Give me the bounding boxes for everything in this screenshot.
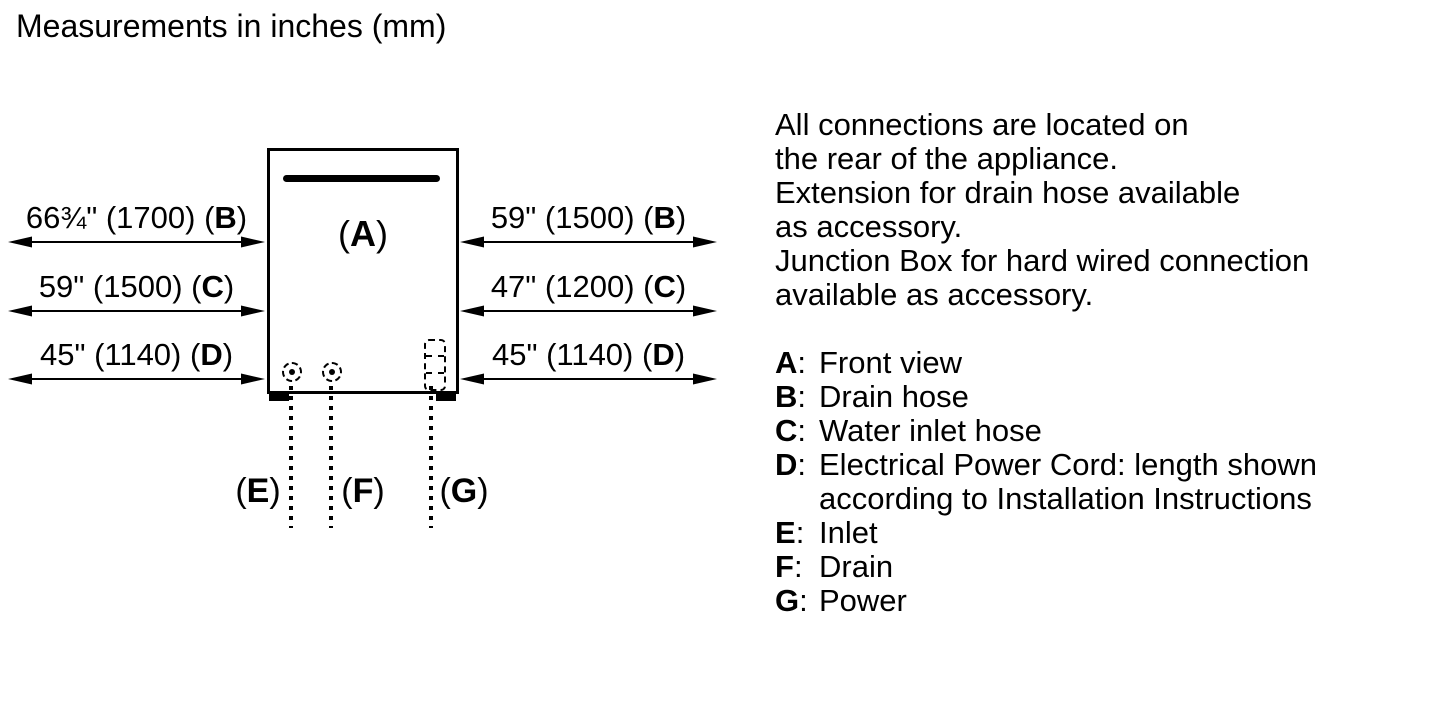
legend-description-line: Electrical Power Cord: length shown — [819, 447, 1317, 482]
left-dimension-label-b — [8, 200, 265, 236]
right-arrowhead — [241, 374, 265, 385]
legend-letter — [775, 346, 819, 380]
double-arrow — [460, 234, 717, 250]
dimension-value: 59" (1500) ( — [38, 269, 202, 304]
legend-description-line: according to Installation Instructions — [819, 481, 1312, 516]
appliance-handle — [283, 175, 440, 182]
legend-item-e — [775, 516, 1400, 550]
legend-description — [819, 516, 1400, 550]
dimension-letter: B — [214, 200, 237, 235]
legend-description — [819, 380, 1400, 414]
left-dimension-label-d — [8, 337, 265, 373]
right-arrowhead — [693, 237, 717, 248]
double-arrow — [8, 234, 265, 250]
label-letter: G — [450, 472, 478, 510]
legend-item-c — [775, 414, 1400, 448]
left-arrowhead — [8, 306, 32, 317]
dimension-suffix: ) — [223, 269, 235, 304]
legend-description-line: Water inlet hose — [819, 413, 1042, 448]
appliance-left-foot — [269, 393, 289, 401]
dimension-letter: C — [201, 269, 224, 304]
right-dimension-label-b — [460, 200, 717, 236]
legend-item-f — [775, 550, 1400, 584]
right-arrowhead — [693, 306, 717, 317]
legend-description-line: Power — [819, 583, 907, 618]
right-dimension-label-d — [460, 337, 717, 373]
notes-line: Junction Box for hard wired connection — [775, 243, 1310, 278]
dimension-suffix: ) — [236, 200, 248, 235]
right-arrowhead — [241, 306, 265, 317]
double-arrow — [460, 303, 717, 319]
label-prefix: ( — [235, 472, 247, 510]
legend-separator: : — [795, 515, 805, 550]
legend-description — [819, 584, 1400, 618]
label-prefix: ( — [439, 472, 451, 510]
legend-letter — [775, 380, 819, 414]
inlet-connection-icon — [282, 362, 302, 382]
dimension-value: 45" (1140) ( — [39, 337, 201, 372]
legend-separator: : — [797, 379, 807, 414]
legend-separator: : — [793, 549, 803, 584]
legend — [775, 346, 1400, 618]
power-terminal-segment — [426, 372, 444, 374]
drain-connection-icon — [322, 362, 342, 382]
legend-letter-text: B — [775, 379, 798, 414]
drain-center-dot — [329, 369, 335, 375]
legend-description — [819, 346, 1400, 380]
appliance-right-foot — [436, 393, 456, 401]
legend-letter — [775, 550, 819, 584]
left-arrowhead — [460, 374, 484, 385]
dimension-letter: D — [652, 337, 675, 372]
legend-item-d — [775, 448, 1400, 516]
dimension-suffix: ) — [675, 269, 687, 304]
notes-line: the rear of the appliance. — [775, 141, 1118, 176]
legend-description — [819, 414, 1400, 448]
power-terminal-segment — [426, 355, 444, 357]
dimension-suffix: ) — [675, 200, 687, 235]
legend-item-a — [775, 346, 1400, 380]
legend-letter — [775, 448, 819, 482]
legend-letter — [775, 584, 819, 618]
front-view-label — [267, 214, 459, 254]
label-suffix: ) — [373, 472, 385, 510]
notes-line: available as accessory. — [775, 277, 1094, 312]
right-dimension-label-c — [460, 269, 717, 305]
label-prefix: ( — [341, 472, 353, 510]
legend-description-line: Inlet — [819, 515, 878, 550]
legend-letter-text: A — [775, 345, 798, 380]
double-arrow — [8, 371, 265, 387]
left-dimension-label-c — [8, 269, 265, 305]
legend-letter-text: C — [775, 413, 798, 448]
right-arrowhead — [241, 237, 265, 248]
legend-letter — [775, 414, 819, 448]
power-connection-icon — [424, 339, 446, 391]
double-arrow — [8, 303, 265, 319]
legend-item-b — [775, 380, 1400, 414]
dimension-value: 66¾" (1700) ( — [25, 200, 215, 235]
legend-item-g — [775, 584, 1400, 618]
legend-description-line: Drain — [819, 549, 894, 584]
dimension-value: 45" (1140) ( — [491, 337, 653, 372]
legend-description-line: Front view — [819, 345, 962, 380]
inlet-label — [222, 472, 294, 510]
dimension-suffix: ) — [222, 337, 234, 372]
left-arrowhead — [8, 374, 32, 385]
label-suffix: ) — [269, 472, 281, 510]
dimension-letter: B — [653, 200, 676, 235]
left-arrowhead — [460, 306, 484, 317]
legend-description — [819, 448, 1400, 516]
label-suffix: ) — [477, 472, 489, 510]
legend-description-line: Drain hose — [819, 379, 969, 414]
left-arrowhead — [8, 237, 32, 248]
dimension-letter: C — [653, 269, 676, 304]
label-letter: A — [350, 213, 376, 254]
label-prefix: ( — [338, 213, 350, 254]
legend-letter — [775, 516, 819, 550]
legend-separator: : — [797, 413, 807, 448]
notes-line: Extension for drain hose available — [775, 175, 1241, 210]
dimension-suffix: ) — [674, 337, 686, 372]
legend-separator: : — [797, 345, 807, 380]
dimension-value: 59" (1500) ( — [490, 200, 654, 235]
double-arrow — [460, 371, 717, 387]
dimension-letter: D — [200, 337, 223, 372]
legend-separator: : — [799, 583, 808, 618]
drain-label — [327, 472, 399, 510]
notes-line: as accessory. — [775, 209, 963, 244]
legend-letter-text: D — [775, 447, 798, 482]
connection-notes — [775, 108, 1395, 312]
label-letter: E — [246, 472, 270, 510]
legend-letter-text: F — [775, 549, 794, 584]
right-arrowhead — [693, 374, 717, 385]
label-letter: F — [352, 472, 374, 510]
legend-separator: : — [797, 447, 807, 482]
legend-letter-text: E — [775, 515, 796, 550]
label-suffix: ) — [376, 213, 388, 254]
legend-description — [819, 550, 1400, 584]
inlet-center-dot — [289, 369, 295, 375]
legend-letter-text: G — [775, 583, 800, 618]
left-arrowhead — [460, 237, 484, 248]
notes-line: All connections are located on — [775, 107, 1189, 142]
power-label — [428, 472, 500, 510]
dimension-value: 47" (1200) ( — [490, 269, 654, 304]
page-title: Measurements in inches (mm) — [16, 8, 447, 44]
